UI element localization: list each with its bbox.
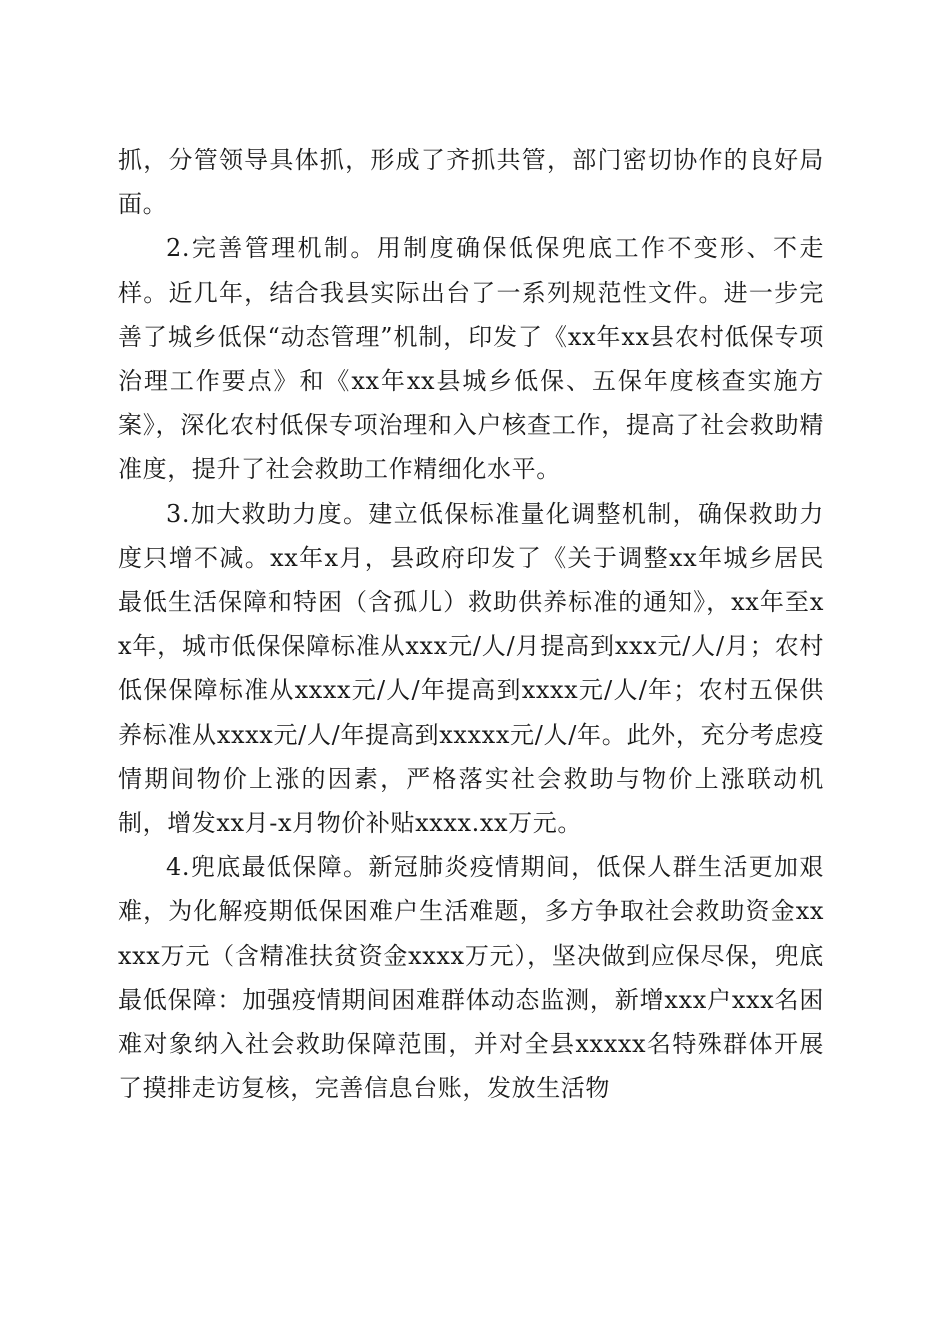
document-body [118,138,824,1110]
paragraph-continuation: 抓，分管领导具体抓，形成了齐抓共管，部门密切协作的良好局面。 [118,146,824,219]
paragraph-assistance-strength: 3.加大救助力度。建立低保标准量化调整机制，确保救助力度只增不减。xx年x月，县政府印发了《关于调整xx年城乡居民最低生活保障和特困（含孤儿）救助供养标准的通知》，xx年至xx年，城市低保保障标准从xxx元/人/月提高到xxx元/人/月；农村低保保障标准从xxxx元/人/年提高到xxxx元/人/年；农村五保供养标准从xxxx元/人/年提高到xxxxx元/人/年。此外，充分考虑疫情期间物价上涨的因素，严格落实社会救助与物价上涨联动机制，增发xx月-x月物价补贴xxxx.xx万元。 [118,499,824,838]
paragraph-management-mechanism: 2.完善管理机制。用制度确保低保兜底工作不变形、不走样。近几年，结合我县实际出台了一系列规范性文件。进一步完善了城乡低保“动态管理”机制，印发了《xx年xx县农村低保专项治理工作要点》和《xx年xx县城乡低保、五保年度核查实施方案》，深化农村低保专项治理和入户核查工作，提高了社会救助精准度，提升了社会救助工作精细化水平。 [118,234,824,484]
paragraph-minimum-guarantee: 4.兜底最低保障。新冠肺炎疫情期间，低保人群生活更加艰难，为化解疫期低保困难户生活难题，多方争取社会救助资金xxxxx万元（含精准扶贫资金xxxx万元），坚决做到应保尽保，兜底最低保障：加强疫情期间困难群体动态监测，新增xxx户xxx名困难对象纳入社会救助保障范围，并对全县xxxxx名特殊群体开展了摸排走访复核，完善信息台账，发放生活物 [118,853,824,1103]
